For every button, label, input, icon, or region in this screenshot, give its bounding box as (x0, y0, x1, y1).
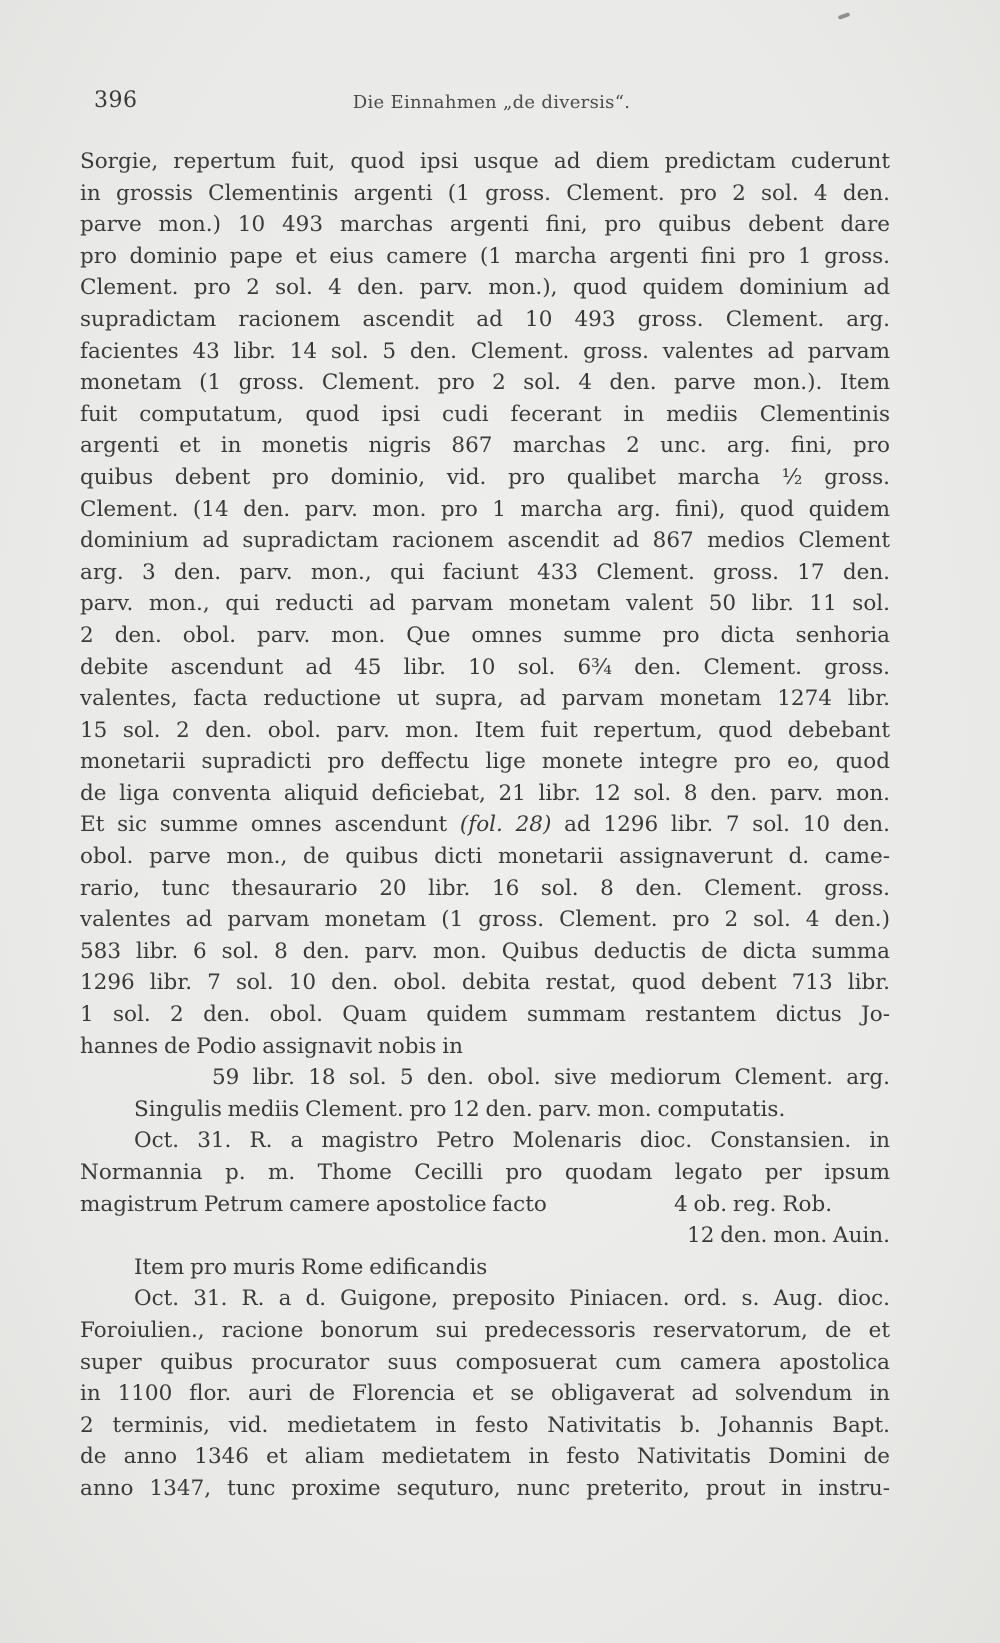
text-line: arg. 3 den. parv. mon., qui faciunt 433 Clement. gross. 17 den. (80, 559, 890, 585)
entry-amount-line: 12 den. mon. Auin. (687, 1223, 890, 1249)
line-text: Et sic summe omnes ascendunt (80, 812, 448, 838)
folio-reference: (fol. 28) (459, 812, 552, 838)
text-line: monetam (1 gross. Clement. pro 2 sol. 4 den. parve mon.). Item (80, 370, 890, 396)
text-line: monetarii supradicti pro deffectu lige monete integre pro eo, quod (80, 749, 890, 775)
entry-text: magistrum Petrum camere apostolice facto (80, 1191, 547, 1217)
entry-line: 2 terminis, vid. medietatem in festo Nativitatis b. Johannis Bapt. (80, 1412, 890, 1438)
text-line: 15 sol. 2 den. obol. parv. mon. Item fuit repertum, quod debebant (80, 717, 890, 743)
page-number: 396 (94, 88, 138, 113)
text-line: argenti et in monetis nigris 867 marchas 2 unc. arg. fini, pro (80, 433, 890, 459)
text-line: pro dominio pape et eius camere (1 marcha argenti fini pro 1 gross. (80, 243, 890, 269)
body-text (80, 146, 890, 1505)
text-line: quibus debent pro dominio, vid. pro qualibet marcha ½ gross. (80, 464, 890, 490)
entry-line: Normannia p. m. Thome Cecilli pro quodam legato per ipsum (80, 1160, 890, 1185)
entry-line: super quibus procurator suus composuerat cum camera apostolica (80, 1349, 890, 1375)
text-line: 1296 libr. 7 sol. 10 den. obol. debita restat, quod debent 713 libr. (80, 970, 890, 996)
text-line: hannes de Podio assignavit nobis in (80, 1033, 463, 1059)
text-line: 583 libr. 6 sol. 8 den. parv. mon. Quibus deductis de dicta summa (80, 938, 890, 964)
entry-line: Foroiulien., racione bonorum sui predecessoris reservatorum, de et (80, 1317, 890, 1343)
text-line: parve mon.) 10 493 marchas argenti fini, pro quibus debent dare (80, 212, 890, 238)
text-line: fuit computatum, quod ipsi cudi fecerant in mediis Clementinis (80, 401, 890, 427)
running-head (94, 88, 889, 118)
text-line: rario, tunc thesaurario 20 libr. 16 sol. 8 den. Clement. gross. (80, 875, 890, 901)
text-line: Clement. (14 den. parv. mon. pro 1 marcha arg. fini), quod quidem (80, 496, 890, 522)
text-line: dominium ad supradictam racionem ascendit ad 867 medios Clement (80, 528, 890, 554)
text-line-with-folio (80, 809, 890, 841)
entry-line: in 1100 flor. auri de Florencia et se obligaverat ad solvendum in (80, 1381, 890, 1407)
entry-line: Oct. 31. R. a magistro Petro Molenaris dioc. Constansien. in (134, 1128, 890, 1154)
note-line: Singulis mediis Clement. pro 12 den. parv. mon. computatis. (134, 1096, 786, 1122)
entry-line: anno 1347, tunc proxime sequturo, nunc preterito, prout in instru- (80, 1475, 890, 1501)
entry-line-with-amount (80, 1189, 890, 1221)
text-line: parv. mon., qui reducti ad parvam monetam valent 50 libr. 11 sol. (80, 591, 890, 617)
text-line: 1 sol. 2 den. obol. Quam quidem summam restantem dictus Jo- (80, 1002, 890, 1028)
text-line: Sorgie, repertum fuit, quod ipsi usque ad diem predictam cuderunt (80, 149, 890, 174)
section-heading: Item pro muris Rome edificandis (134, 1254, 488, 1280)
text-line: facientes 43 libr. 14 sol. 5 den. Clement. gross. valentes ad parvam (80, 338, 890, 364)
text-line: valentes, facta reductione ut supra, ad parvam monetam 1274 libr. (80, 686, 890, 712)
entry-line: de anno 1346 et aliam medietatem in festo Nativitatis Domini de (80, 1444, 890, 1470)
text-line: de liga conventa aliquid deficiebat, 21 libr. 12 sol. 8 den. parv. mon. (80, 780, 890, 806)
text-line: 2 den. obol. parv. mon. Que omnes summe pro dicta senhoria (80, 622, 890, 648)
text-line: debite ascendunt ad 45 libr. 10 sol. 6¾ den. Clement. gross. (80, 654, 890, 680)
text-line: valentes ad parvam monetam (1 gross. Clement. pro 2 sol. 4 den.) (80, 907, 890, 933)
entry-line: Oct. 31. R. a d. Guigone, preposito Piniacen. ord. s. Aug. dioc. (134, 1286, 890, 1312)
entry-amount: 4 ob. reg. Rob. (674, 1191, 833, 1217)
text-line: in grossis Clementinis argenti (1 gross. Clement. pro 2 sol. 4 den. (80, 180, 890, 206)
text-line: obol. parve mon., de quibus dicti monetarii assignaverunt d. came- (80, 844, 890, 870)
running-title: Die Einnahmen „de diversis“. (352, 92, 631, 113)
sum-line: 59 libr. 18 sol. 5 den. obol. sive mediorum Clement. arg. (212, 1065, 890, 1091)
line-text: ad 1296 libr. 7 sol. 10 den. (564, 812, 890, 838)
ink-mark (838, 12, 851, 20)
text-line: supradictam racionem ascendit ad 10 493 gross. Clement. arg. (80, 306, 890, 332)
text-line: Clement. pro 2 sol. 4 den. parv. mon.), quod quidem dominium ad (80, 275, 890, 301)
